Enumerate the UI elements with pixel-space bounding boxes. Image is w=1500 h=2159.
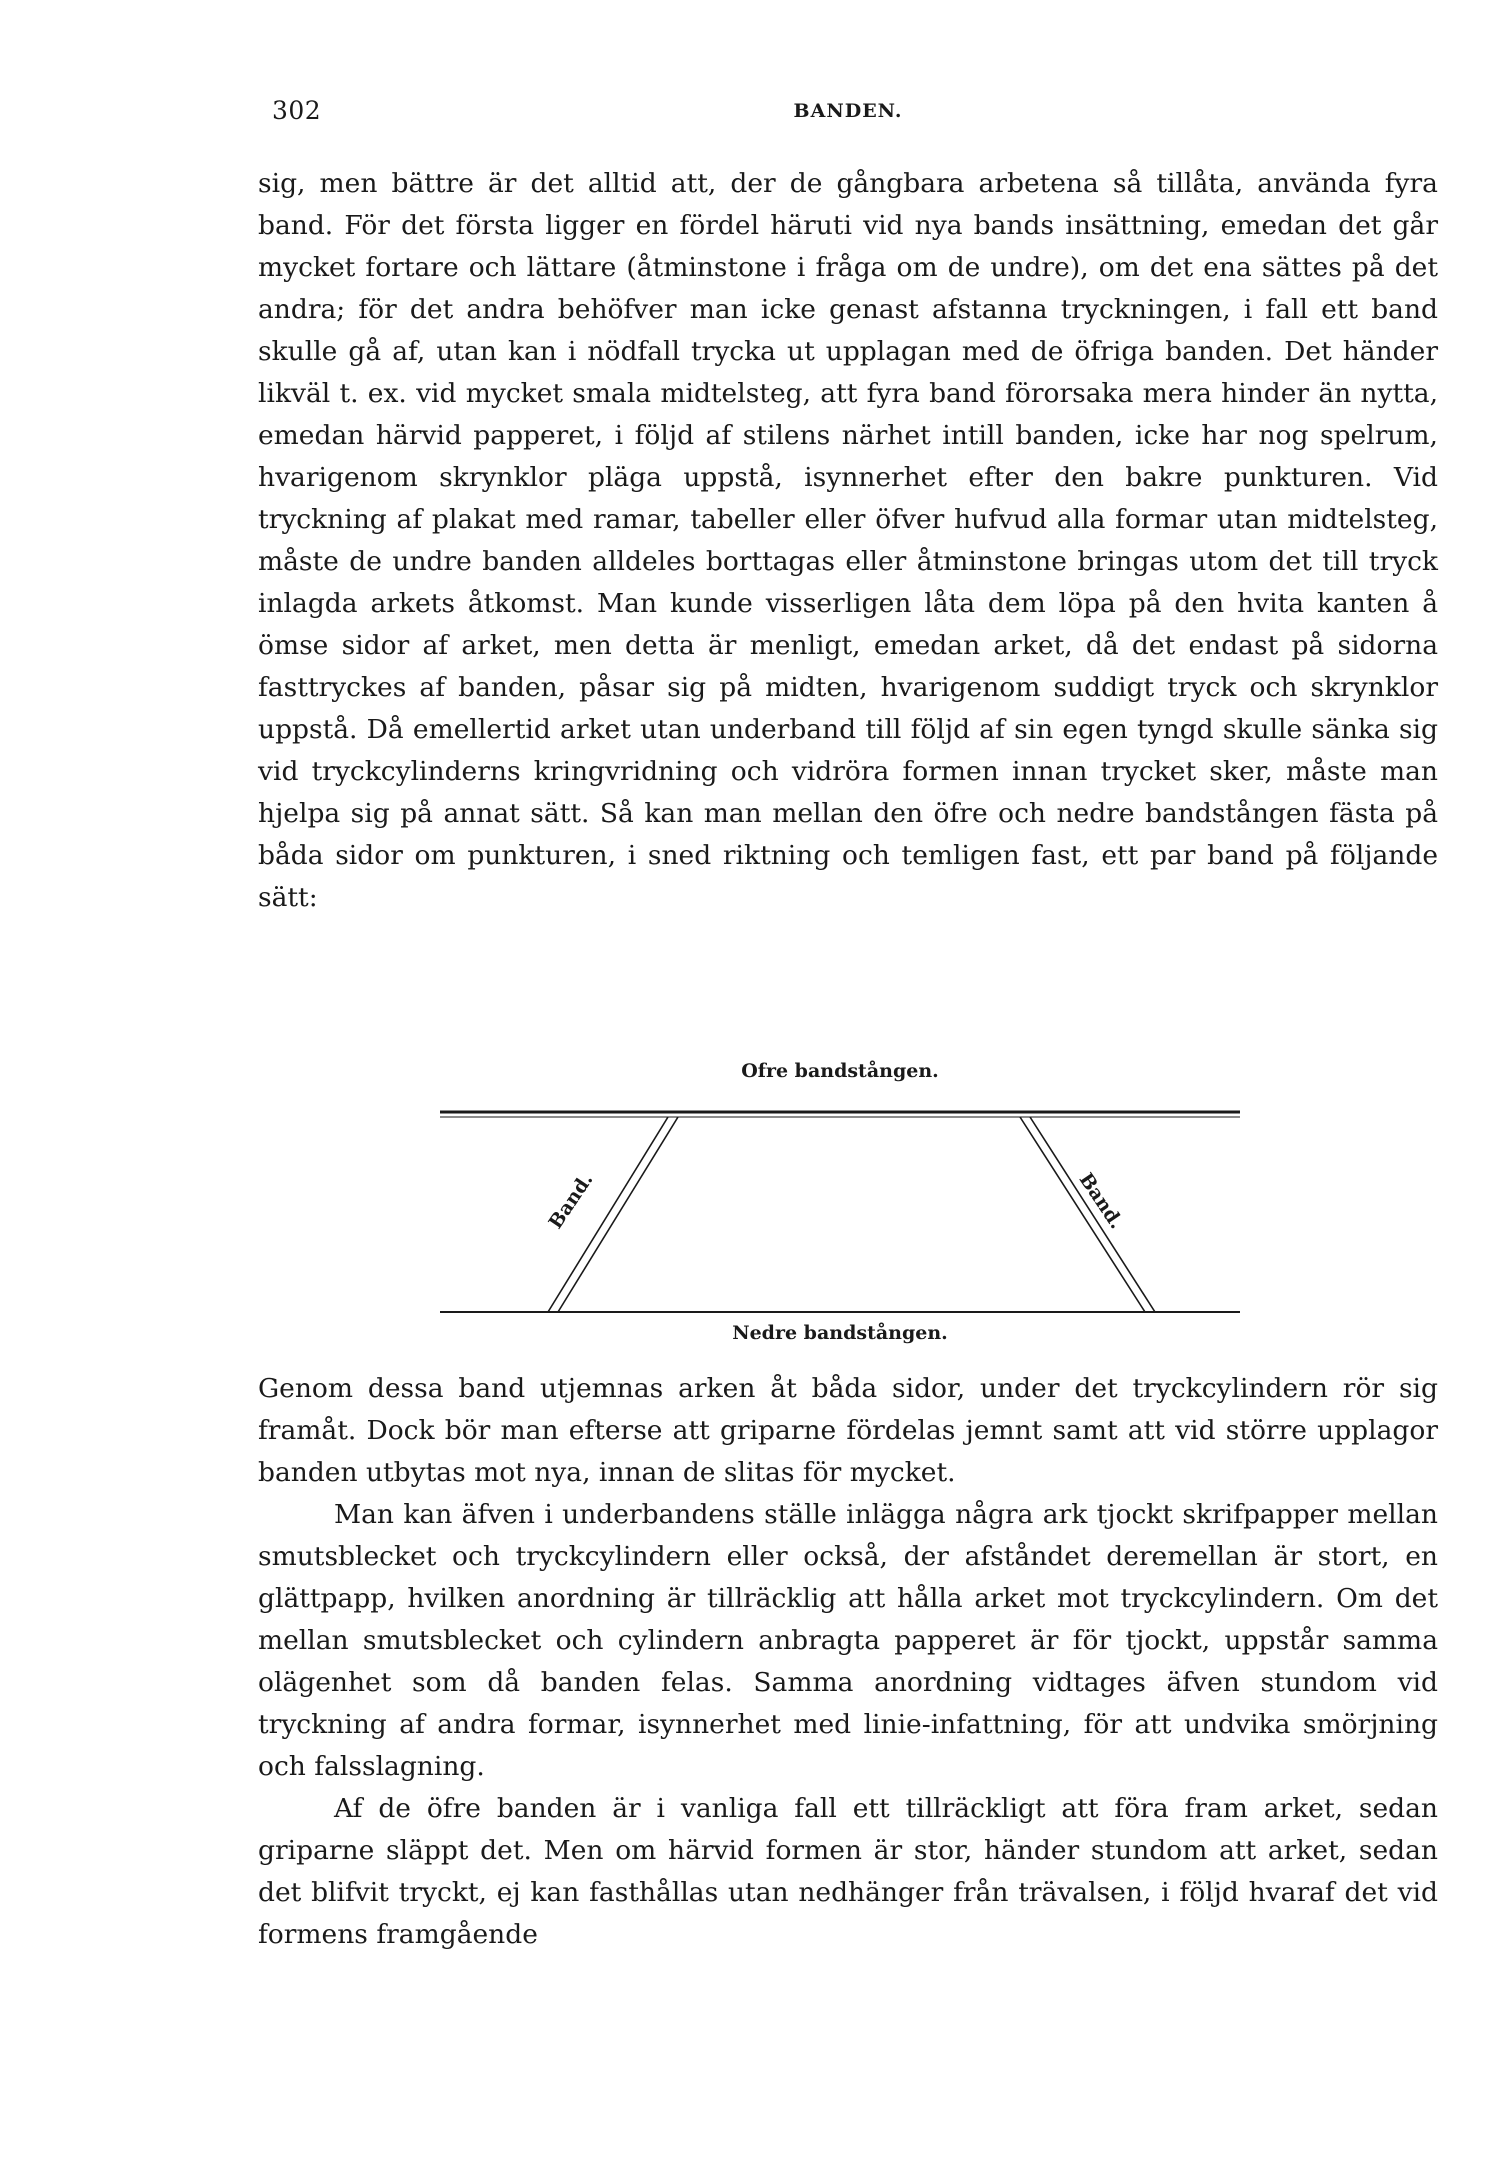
- upper-bar-caption: Ofre bandstången.: [741, 1060, 939, 1082]
- paragraph: Genom dessa band utjemnas arken åt båda sidor, under det tryckcylindern rör sig framåt. Dock bör man efterse att griparne fördelas jemnt samt att vid större upplagor banden utbytas mot nya, innan de slitas för mycket.: [258, 1373, 1438, 1488]
- text-block-top: [258, 163, 1438, 919]
- right-band-line-2: [1030, 1117, 1155, 1312]
- page-header: [258, 96, 1438, 136]
- left-band-line-2: [558, 1117, 678, 1312]
- page-number: 302: [272, 96, 322, 125]
- left-band-label: Band.: [544, 1169, 598, 1233]
- band-diagram-drawing: [420, 1060, 1260, 1360]
- paragraph: sig, men bättre är det alltid att, der de gångbara arbetena så tillåta, använda fyra band. För det första ligger en fördel häruti vid nya bands insättning, emedan det går mycket fortare och lättare (åtminstone i fråga om de undre), om det ena sättes på det andra; för det andra behöfver man icke genast afstanna tryckningen, i fall ett band skulle gå af, utan kan i nödfall trycka ut upplagan med de öfriga banden. Det händer likväl t. ex. vid mycket smala midtelsteg, att fyra band förorsaka mera hinder än nytta, emedan härvid papperet, i följd af stilens närhet intill banden, icke har nog spelrum, hvarigenom skrynklor pläga uppstå, isynnerhet efter den bakre punkturen. Vid tryckning af plakat med ramar, tabeller eller öfver hufvud alla formar utan midtelsteg, måste de undre banden alldeles borttagas eller åtminstone bringas utom det till tryck inlagda arkets åtkomst. Man kunde visserligen låta dem löpa på den hvita kanten å ömse sidor af arket, men detta är menligt, emedan arket, då det endast på sidorna fasttryckes af banden, påsar sig på midten, hvarigenom suddigt tryck och skrynklor uppstå. Då emellertid arket utan underband till följd af sin egen tyngd skulle sänka sig vid tryckcylinderns kringvridning och vidröra formen innan trycket sker, måste man hjelpa sig på annat sätt. Så kan man mellan den öfre och nedre bandstången fästa på båda sidor om punkturen, i sned riktning och temligen fast, ett par band på följande sätt:: [258, 168, 1438, 913]
- text-block-bottom: [258, 1368, 1438, 1956]
- paragraph: Af de öfre banden är i vanliga fall ett tillräckligt att föra fram arket, sedan griparne släppt det. Men om härvid formen är stor, händer stundom att arket, sedan det blifvit tryckt, ej kan fasthållas utan nedhänger från trävalsen, i följd hvaraf det vid formens framgående: [258, 1793, 1438, 1950]
- band-diagram: [420, 1060, 1260, 1360]
- right-band-label: Band.: [1074, 1169, 1128, 1233]
- right-band-line-1: [1020, 1117, 1145, 1312]
- running-title: BANDEN.: [793, 100, 903, 122]
- paragraph: Man kan äfven i underbandens ställe inlägga några ark tjockt skrifpapper mellan smutsblecket och tryckcylindern eller också, der afståndet deremellan är stort, en glättpapp, hvilken anordning är tillräcklig att hålla arket mot tryckcylindern. Om det mellan smutsblecket och cylindern anbragta papperet är för tjockt, uppstår samma olägenhet som då banden felas. Samma anordning vidtages äfven stundom vid tryckning af andra formar, isynnerhet med linie-infattning, för att undvika smörjning och falsslagning.: [258, 1499, 1438, 1782]
- lower-bar-caption: Nedre bandstången.: [732, 1322, 948, 1344]
